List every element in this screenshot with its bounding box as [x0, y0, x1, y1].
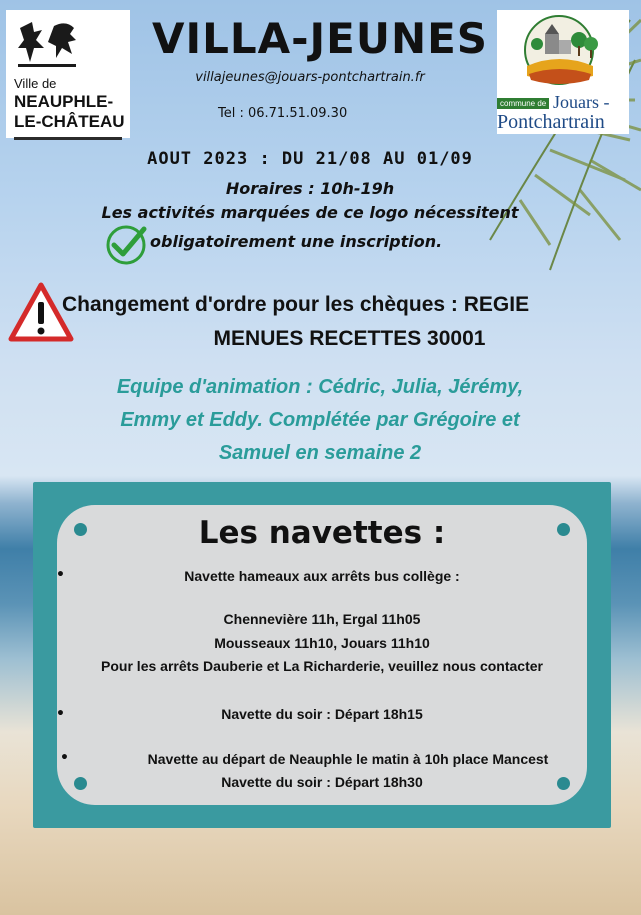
checkmark-icon	[104, 223, 150, 265]
logo-city-line: LE-CHÂTEAU	[14, 112, 125, 131]
navette-stop-line: Chennevière 11h, Ergal 11h05	[223, 611, 421, 627]
logo-name-line2: Pontchartrain	[497, 111, 605, 133]
contact-phone: Tel : 06.71.51.09.30	[218, 106, 348, 121]
team-line: Samuel en semaine 2	[218, 442, 422, 464]
logo-city-name	[14, 92, 125, 132]
cheque-notice-line1: Changement d'ordre pour les chèques : REGIE	[62, 293, 530, 316]
logo-city-line: NEAUPHLE-	[14, 92, 114, 111]
team-line: Emmy et Eddy. Complétée par Grégoire et	[120, 409, 520, 431]
logo-underline	[14, 137, 122, 140]
logo-jouars-pontchartrain	[497, 10, 629, 134]
navette-soir-2: Navette du soir : Départ 18h30	[221, 774, 423, 790]
logo-prefix: Ville de	[14, 76, 57, 91]
navette-stop-line: Mousseaux 11h10, Jouars 11h10	[214, 635, 430, 651]
registration-note-line1: Les activités marquées de ce logo nécessitent	[101, 203, 519, 222]
navette-hameaux-title: Navette hameaux aux arrêts bus collège :	[184, 568, 460, 584]
opening-hours: Horaires : 10h-19h	[225, 179, 395, 198]
list-bullet: •	[60, 750, 69, 766]
list-bullet: •	[56, 706, 65, 722]
logo-neauphle	[6, 10, 130, 138]
session-dates: AOUT 2023 : DU 21/08 AU 01/09	[147, 149, 473, 169]
navette-neauphle: Navette au départ de Neauphle le matin à 10h place Mancest	[147, 751, 549, 767]
logo-commune-tag: commune de	[497, 98, 549, 109]
navettes-title: Les navettes :	[198, 515, 446, 551]
village-landscape-icon	[519, 14, 611, 94]
registration-note-line2: obligatoirement une inscription.	[150, 232, 443, 251]
navette-soir-1: Navette du soir : Départ 18h15	[221, 706, 423, 722]
contact-email[interactable]: villajeunes@jouars-pontchartrain.fr	[195, 70, 425, 85]
team-line: Equipe d'animation : Cédric, Julia, Jérémy,	[116, 376, 524, 398]
coat-of-arms-icon	[14, 18, 122, 74]
logo-name-line1: Jouars -	[553, 92, 610, 112]
navette-contact-line: Pour les arrêts Dauberie et La Richarderie, veuillez nous contacter	[101, 658, 543, 674]
page-title: VILLA-JEUNES	[151, 14, 489, 63]
team-info	[40, 371, 600, 470]
list-bullet: •	[56, 567, 65, 583]
cheque-notice-line2: MENUES RECETTES 30001	[213, 327, 486, 350]
